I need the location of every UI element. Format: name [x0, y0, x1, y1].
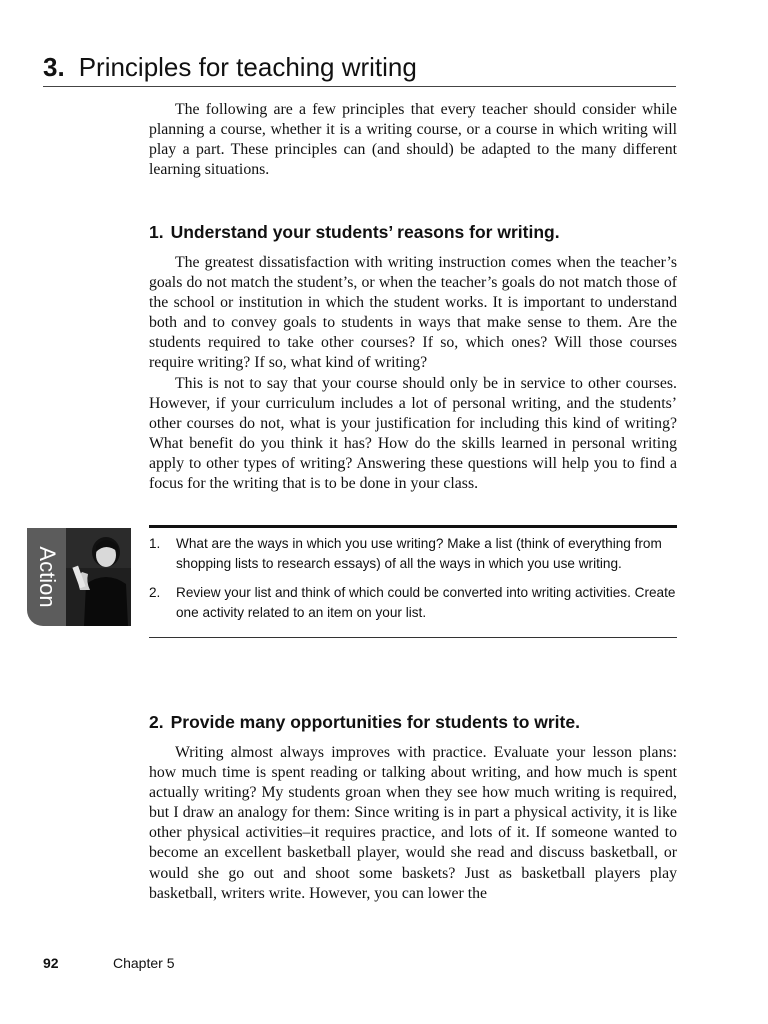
principle-2-heading — [149, 711, 677, 733]
principle-1-heading — [149, 221, 677, 243]
principle-1-number: 1. — [149, 222, 164, 242]
action-item — [149, 583, 679, 623]
action-item — [149, 534, 679, 574]
teacher-photo-image — [66, 528, 131, 626]
action-list — [149, 534, 679, 632]
action-item-text: What are the ways in which you use writing? Make a list (think of everything from shopping lists to research essays) of all the ways in which you use writing. — [176, 536, 662, 571]
action-item-text: Review your list and think of which could be converted into writing activities. Create one activity related to an item on your list. — [176, 585, 676, 620]
principle-1-title: Understand your students’ reasons for writing. — [170, 222, 560, 242]
principle-1-paragraph-2: This is not to say that your course should only be in service to other courses. However, if your curriculum includes a lot of personal writing, and the students’ other courses do not, what is your justification for including this kind of writing? What benefit do you think it has? How do the skills learned in personal writing apply to other types of writing? Answering these questions will help you to find a focus for the writing that is to be done in your class. — [149, 374, 677, 493]
section-title — [43, 50, 676, 87]
principle-2-body — [149, 743, 677, 904]
action-label: Action — [35, 546, 60, 608]
action-top-rule — [149, 525, 677, 528]
principle-1-body — [149, 253, 677, 494]
action-bottom-rule — [149, 637, 677, 638]
action-item-number: 2. — [149, 585, 161, 600]
intro-paragraph: The following are a few principles that every teacher should consider while planning a course, whether it is a writing course, or a course in which writing will play a part. These principles can (and should) be adapted to the many different learning situations. — [149, 101, 677, 179]
chapter-label: Chapter 5 — [113, 955, 175, 971]
section-title-text: Principles for teaching writing — [78, 52, 417, 82]
principle-2-paragraph: Writing almost always improves with practice. Evaluate your lesson plans: how much time is spent reading or talking about writing, and how much is spent actually writing? My students groan when they see how much writing is required, but I draw an analogy for them: Since writing is in part a physical activity, it is like other physical activities–it requires practice, and lots of it. If someone wanted to become an excellent basketball player, would she read and discuss basketball, or would she go out and shoot some baskets? Just as basketball players play basketball, writers write. However, you can lower the — [149, 744, 677, 902]
action-item-number: 1. — [149, 536, 161, 551]
intro-paragraph-block — [149, 100, 677, 180]
page-number: 92 — [43, 955, 59, 971]
section-number: 3. — [43, 52, 65, 82]
principle-2-title: Provide many opportunities for students to write. — [170, 712, 580, 732]
principle-1-paragraph-1: The greatest dissatisfaction with writing instruction comes when the teacher’s goals do not match the student’s, or when the teacher’s goals do not match those of the school or institution in which the student works. It is important to understand both and to convey goals to students in ways that make sense to them. Are the students required to take other courses? If so, which ones? Will those courses require writing? If so, what kind of writing? — [149, 254, 677, 372]
principle-2-number: 2. — [149, 712, 164, 732]
teacher-photo — [66, 528, 131, 626]
